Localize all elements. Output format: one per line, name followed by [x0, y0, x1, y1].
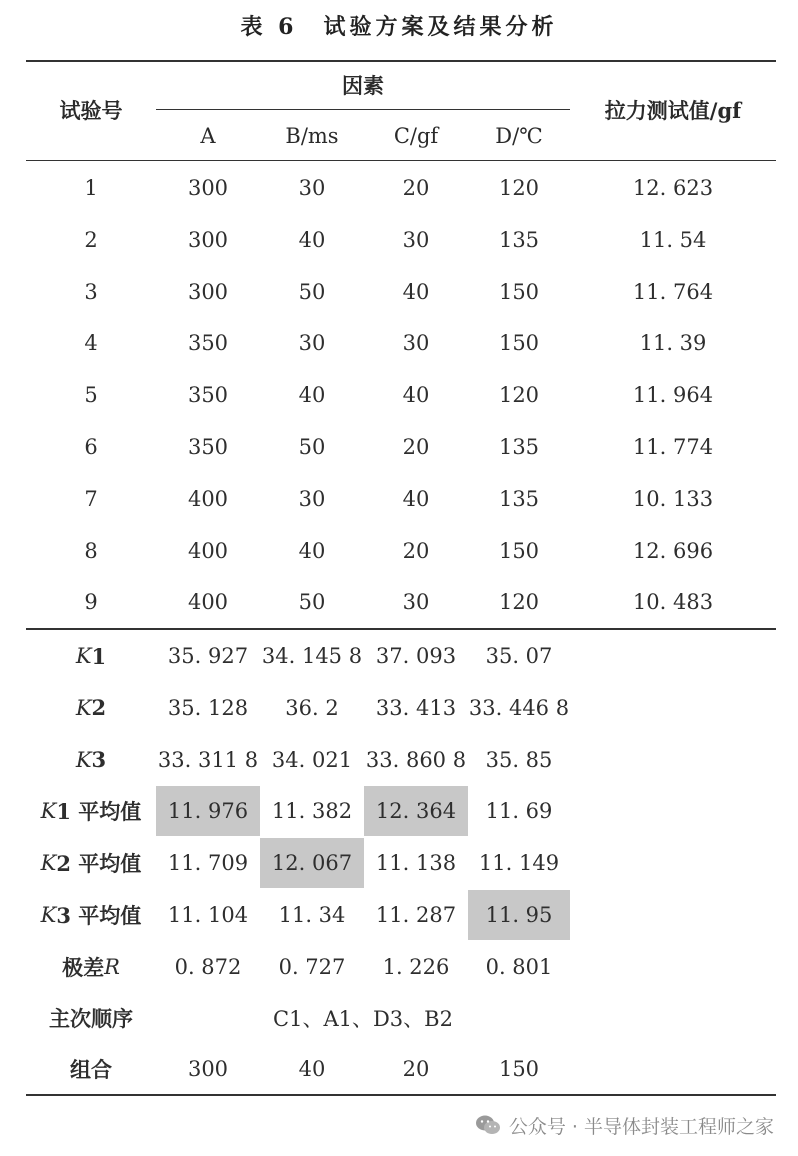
combo-a: 300: [187, 1057, 229, 1081]
combo-b: 40: [298, 1057, 326, 1081]
analysis-c-cell: 11. 287: [375, 903, 457, 927]
analysis-label-symbol: K: [40, 799, 57, 824]
analysis-a-cell: 11. 709: [167, 851, 249, 876]
analysis-c-cell: 33. 413: [375, 695, 457, 720]
analysis-b-cell: 34. 145 8: [261, 644, 363, 668]
analysis-c-cell: 33. 860 8: [365, 747, 467, 772]
factor-d-cell: 135: [498, 435, 540, 459]
result-value-cell: 11. 54: [639, 227, 707, 252]
analysis-a-cell: 35. 128: [167, 695, 249, 720]
header-factor-a: A: [200, 124, 216, 148]
analysis-b-cell: 34. 021: [271, 747, 353, 772]
factor-b-cell: 40: [298, 227, 326, 252]
analysis-row-label: [26, 631, 156, 681]
trial-no-cell: 5: [84, 383, 98, 408]
factor-c-cell: 20: [402, 435, 430, 459]
factor-d-cell: 150: [498, 279, 540, 304]
analysis-label-text: 3 平均值: [56, 903, 142, 928]
factor-b-cell: 30: [298, 331, 326, 356]
analysis-label-text: 1: [91, 643, 107, 669]
factor-b-cell: 50: [298, 279, 326, 304]
factor-a-cell: 400: [187, 486, 229, 511]
watermark-text: 公众号 · 半导体封装工程师之家: [508, 1115, 774, 1138]
trial-no-cell: 4: [84, 331, 98, 356]
combo-d: 150: [498, 1057, 540, 1081]
analysis-label-symbol: K: [40, 851, 57, 876]
analysis-label-symbol: K: [75, 747, 92, 772]
analysis-d-cell: 11. 95: [468, 890, 570, 940]
trial-no-cell: 1: [84, 176, 98, 200]
analysis-row-label: [26, 942, 156, 992]
analysis-a-cell: 11. 976: [156, 786, 260, 836]
factor-d-cell: 135: [498, 486, 540, 511]
header-factor-c: C/gf: [393, 124, 439, 148]
factor-a-cell: 300: [187, 227, 229, 252]
result-value-cell: 11. 964: [632, 383, 714, 408]
analysis-b-cell: 12. 067: [260, 838, 364, 888]
analysis-label-text: 1 平均值: [56, 799, 142, 825]
header-result: 拉力测试值/gf: [604, 98, 742, 123]
analysis-b-cell: 11. 382: [271, 799, 353, 824]
analysis-row-label: [26, 683, 156, 733]
factor-a-cell: 300: [187, 176, 229, 200]
trial-no-cell: 6: [84, 435, 98, 459]
trial-no-cell: 7: [84, 486, 98, 511]
trial-no-cell: 9: [84, 590, 98, 615]
header-factors: 因素: [342, 73, 384, 98]
analysis-b-cell: 0. 727: [278, 954, 346, 979]
analysis-d-cell: 35. 85: [485, 747, 553, 772]
analysis-c-cell: 12. 364: [364, 786, 468, 836]
analysis-label-text: 3: [91, 747, 107, 773]
analysis-label-symbol: R: [104, 954, 120, 979]
watermark: [475, 1108, 774, 1142]
analysis-label-text: 极差: [62, 954, 105, 980]
analysis-a-cell: 33. 311 8: [157, 747, 259, 772]
factor-d-cell: 150: [498, 538, 540, 563]
analysis-label-symbol: K: [75, 644, 92, 668]
analysis-row-label: [26, 735, 156, 785]
result-value-cell: 11. 39: [639, 331, 707, 356]
header-factor-d: D/℃: [495, 124, 543, 148]
factor-c-cell: 40: [402, 279, 430, 304]
result-value-cell: 12. 623: [632, 176, 714, 200]
analysis-d-cell: 11. 69: [485, 799, 553, 824]
analysis-label-symbol: K: [40, 903, 57, 927]
order-label: 主次顺序: [49, 1006, 133, 1031]
analysis-d-cell: 35. 07: [485, 644, 553, 668]
analysis-d-cell: 33. 446 8: [468, 695, 570, 720]
trial-no-cell: 2: [84, 227, 98, 252]
factor-c-cell: 30: [402, 331, 430, 356]
order-value: C1、A1、D3、B2: [273, 1007, 453, 1031]
analysis-b-cell: 36. 2: [285, 695, 339, 720]
factor-d-cell: 135: [498, 227, 540, 252]
trial-no-cell: 8: [84, 538, 98, 563]
factor-c-cell: 40: [402, 486, 430, 511]
header-sub-rule: [156, 109, 570, 110]
analysis-label-text: 2 平均值: [56, 851, 142, 877]
factor-b-cell: 30: [298, 176, 326, 200]
factor-d-cell: 120: [498, 176, 540, 200]
factor-a-cell: 400: [187, 538, 229, 563]
factor-d-cell: 120: [498, 383, 540, 408]
middle-rule: [26, 628, 776, 630]
factor-c-cell: 30: [402, 227, 430, 252]
factor-d-cell: 120: [498, 590, 540, 615]
table-caption: 表 6 试验方案及结果分析: [240, 14, 558, 40]
factor-a-cell: 350: [187, 435, 229, 459]
factor-c-cell: 40: [402, 383, 430, 408]
analysis-row-label: [26, 890, 156, 940]
combo-c: 20: [402, 1057, 430, 1081]
analysis-a-cell: 11. 104: [167, 903, 249, 927]
header-bottom-rule: [26, 160, 776, 161]
trial-no-cell: 3: [84, 279, 98, 304]
combo-label: 组合: [70, 1057, 112, 1082]
analysis-a-cell: 0. 872: [174, 954, 242, 979]
analysis-a-cell: 35. 927: [167, 644, 249, 668]
factor-a-cell: 350: [187, 383, 229, 408]
analysis-row-label: [26, 786, 156, 836]
analysis-d-cell: 0. 801: [485, 954, 553, 979]
analysis-c-cell: 11. 138: [375, 851, 457, 876]
factor-c-cell: 20: [402, 538, 430, 563]
factor-b-cell: 40: [298, 383, 326, 408]
result-value-cell: 10. 483: [632, 590, 714, 615]
result-value-cell: 11. 774: [632, 435, 714, 459]
result-value-cell: 11. 764: [632, 279, 714, 304]
factor-c-cell: 20: [402, 176, 430, 200]
analysis-c-cell: 1. 226: [382, 954, 450, 979]
analysis-b-cell: 11. 34: [278, 903, 346, 927]
factor-b-cell: 50: [298, 435, 326, 459]
factor-b-cell: 40: [298, 538, 326, 563]
analysis-c-cell: 37. 093: [375, 644, 457, 668]
result-value-cell: 10. 133: [632, 486, 714, 511]
factor-a-cell: 400: [187, 590, 229, 615]
factor-a-cell: 350: [187, 331, 229, 356]
analysis-label-text: 2: [91, 695, 107, 721]
header-trial-no: 试验号: [59, 98, 123, 123]
table-bottom-rule: [26, 1094, 776, 1096]
factor-a-cell: 300: [187, 279, 229, 304]
factor-b-cell: 30: [298, 486, 326, 511]
factor-c-cell: 30: [402, 590, 430, 615]
header-factor-b: B/ms: [285, 124, 339, 148]
factor-b-cell: 50: [298, 590, 326, 615]
analysis-d-cell: 11. 149: [478, 851, 560, 876]
wechat-icon: [475, 1114, 501, 1136]
result-value-cell: 12. 696: [632, 538, 714, 563]
factor-d-cell: 150: [498, 331, 540, 356]
analysis-row-label: [26, 838, 156, 888]
analysis-label-symbol: K: [75, 695, 92, 720]
